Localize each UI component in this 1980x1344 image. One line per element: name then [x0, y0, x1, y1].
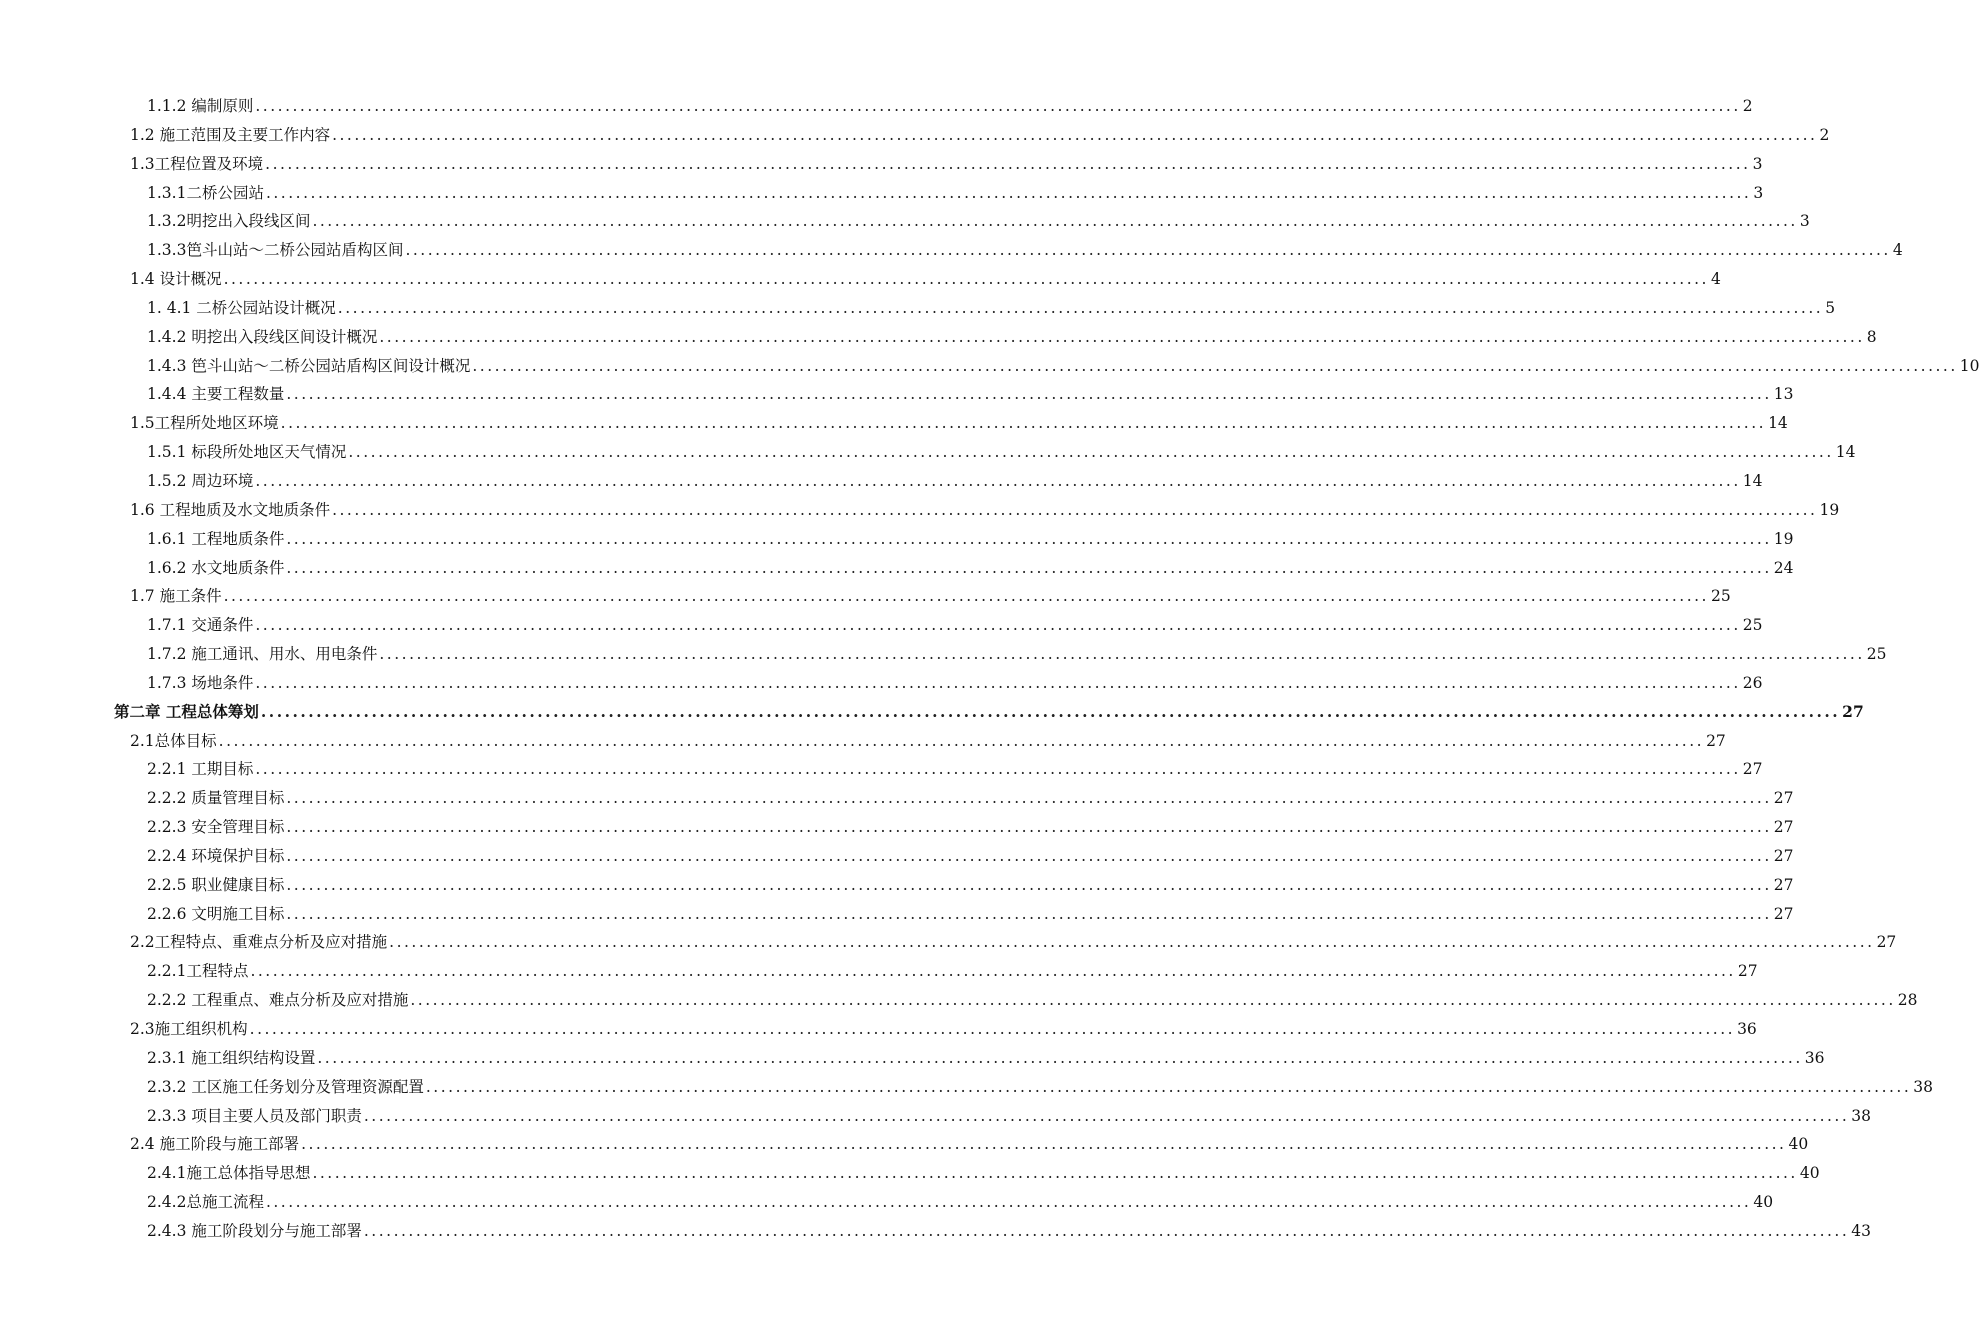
toc-entry[interactable]	[0, 1044, 1825, 1073]
toc-entry-line[interactable]	[147, 813, 1794, 842]
toc-entry-line[interactable]	[147, 467, 1763, 496]
toc-dot-leader: ........................................................................................................................................................................................................	[348, 443, 1834, 462]
toc-page-number: 25	[1866, 645, 1887, 664]
toc-dot-leader: ........................................................................................................................................................................................................	[472, 356, 1958, 375]
toc-page-number: 8	[1866, 327, 1877, 346]
toc-dot-leader: ........................................................................................................................................................................................................	[332, 125, 1818, 144]
toc-dot-leader: ........................................................................................................................................................................................................	[265, 154, 1751, 173]
toc-dot-leader: ........................................................................................................................................................................................................	[265, 1193, 1752, 1212]
toc-entry[interactable]	[0, 150, 1763, 179]
toc-entry[interactable]	[0, 525, 1794, 554]
toc-page-number: 27	[1773, 846, 1794, 865]
toc-dot-leader: ........................................................................................................................................................................................................	[223, 587, 1709, 606]
toc-dot-leader: ........................................................................................................................................................................................................	[363, 1221, 1850, 1240]
toc-dot-leader: ........................................................................................................................................................................................................	[379, 645, 1865, 664]
toc-dot-leader: ........................................................................................................................................................................................................	[255, 471, 1741, 490]
toc-entry-label: 2.3.2 工区施工任务划分及管理资源配置	[147, 1077, 424, 1096]
toc-entry[interactable]	[0, 352, 1980, 381]
toc-entry-label: 2.3.3 项目主要人员及部门职责	[147, 1106, 362, 1125]
toc-entry[interactable]	[0, 842, 1794, 871]
toc-entry[interactable]	[0, 438, 1856, 467]
toc-entry-line[interactable]	[147, 554, 1794, 583]
toc-dot-leader: ........................................................................................................................................................................................................	[301, 1135, 1787, 1154]
toc-entry-line[interactable]	[130, 1130, 1809, 1159]
toc-entry[interactable]	[0, 1015, 1757, 1044]
toc-entry-label: 1.7.2 施工通讯、用水、用电条件	[147, 645, 378, 664]
toc-page-number: 25	[1742, 616, 1763, 635]
toc-dot-leader: ........................................................................................................................................................................................................	[255, 673, 1741, 692]
toc-page-number: 40	[1753, 1193, 1774, 1212]
toc-entry-line[interactable]	[130, 582, 1731, 611]
toc-entry[interactable]	[0, 813, 1794, 842]
toc-page-number: 13	[1773, 385, 1794, 404]
toc-page-number: 14	[1742, 471, 1763, 490]
toc-page-number: 27	[1773, 789, 1794, 808]
toc-dot-leader: ........................................................................................................................................................................................................	[280, 414, 1767, 433]
toc-entry[interactable]	[0, 179, 1764, 208]
toc-entry-label: 1.5工程所处地区环境	[130, 414, 279, 433]
toc-page-number: 3	[1753, 183, 1764, 202]
toc-entry-line[interactable]	[147, 438, 1856, 467]
toc-entry-line[interactable]	[147, 380, 1794, 409]
toc-entry-label: 2.3施工组织机构	[130, 1020, 248, 1038]
toc-dot-leader: ........................................................................................................................................................................................................	[425, 1077, 1912, 1096]
toc-entry-line[interactable]	[147, 525, 1794, 554]
toc-entry-line[interactable]	[130, 1015, 1757, 1044]
toc-entry[interactable]	[0, 900, 1794, 929]
toc-entry-label: 1.6 工程地质及水文地质条件	[130, 500, 331, 519]
toc-entry-line[interactable]	[147, 640, 1887, 669]
toc-entry-label: 1.5.2 周边环境	[147, 471, 254, 490]
toc-page-number: 27	[1876, 933, 1897, 952]
table-of-contents	[0, 92, 1980, 1246]
toc-entry-label: 1.3.1二桥公园站	[147, 183, 264, 202]
toc-page-number: 38	[1851, 1106, 1872, 1125]
toc-entry-line[interactable]	[130, 727, 1726, 756]
toc-dot-leader: ........................................................................................................................................................................................................	[286, 904, 1772, 923]
toc-dot-leader: ........................................................................................................................................................................................................	[332, 500, 1818, 519]
toc-page-number: 27	[1773, 818, 1794, 837]
toc-entry[interactable]	[0, 698, 1864, 727]
toc-dot-leader: ........................................................................................................................................................................................................	[218, 731, 1705, 750]
toc-page-number: 27	[1706, 731, 1726, 750]
toc-page-number: 2	[1819, 125, 1830, 144]
toc-page-number: 24	[1773, 558, 1794, 577]
toc-entry[interactable]	[0, 1073, 1934, 1102]
toc-entry[interactable]	[0, 1102, 1872, 1131]
toc-entry-label: 2.4.3 施工阶段划分与施工部署	[147, 1221, 362, 1240]
toc-page-number: 40	[1799, 1164, 1820, 1183]
toc-dot-leader: ........................................................................................................................................................................................................	[250, 962, 1736, 981]
toc-dot-leader: ........................................................................................................................................................................................................	[317, 1048, 1803, 1067]
toc-entry-line[interactable]	[130, 150, 1763, 179]
toc-entry[interactable]	[0, 1217, 1872, 1246]
toc-entry[interactable]	[0, 496, 1840, 525]
toc-entry-label: 1.6.1 工程地质条件	[147, 529, 285, 548]
toc-dot-leader: ........................................................................................................................................................................................................	[286, 846, 1772, 865]
toc-dot-leader: ........................................................................................................................................................................................................	[260, 701, 1841, 721]
toc-dot-leader: ........................................................................................................................................................................................................	[389, 933, 1875, 952]
toc-entry[interactable]	[0, 784, 1794, 813]
toc-entry-label: 1.4 设计概况	[130, 270, 222, 289]
toc-entry[interactable]	[0, 611, 1763, 640]
toc-entry-line[interactable]	[130, 265, 1721, 294]
toc-page-number: 27	[1737, 962, 1758, 981]
toc-page-number: 28	[1897, 991, 1918, 1010]
toc-dot-leader: ........................................................................................................................................................................................................	[286, 529, 1772, 548]
toc-page-number: 27	[1773, 904, 1794, 923]
toc-entry-line[interactable]	[147, 179, 1764, 208]
toc-entry-label: 2.2.2 质量管理目标	[147, 789, 285, 808]
toc-entry-label: 2.3.1 施工组织结构设置	[147, 1048, 316, 1067]
toc-page-number: 25	[1710, 587, 1731, 606]
toc-dot-leader: ........................................................................................................................................................................................................	[363, 1106, 1850, 1125]
toc-entry[interactable]	[0, 294, 1836, 323]
toc-entry-label: 2.2工程特点、重难点分析及应对措施	[130, 933, 388, 952]
toc-entry-label: 1.3工程位置及环境	[130, 154, 264, 173]
toc-entry-label: 2.4 施工阶段与施工部署	[130, 1135, 300, 1154]
toc-entry-label: 1.5.1 标段所处地区天气情况	[147, 443, 347, 462]
toc-entry[interactable]	[0, 928, 1897, 957]
toc-entry-label: 1.6.2 水文地质条件	[147, 558, 285, 577]
toc-entry-label: 1.7 施工条件	[130, 587, 222, 606]
toc-entry[interactable]	[0, 92, 1753, 121]
toc-entry-label: 2.2.2 工程重点、难点分析及应对措施	[147, 991, 409, 1010]
toc-entry[interactable]	[0, 323, 1877, 352]
toc-entry-label: 1.7.3 场地条件	[147, 673, 254, 692]
toc-entry[interactable]	[0, 669, 1763, 698]
toc-page-number: 36	[1737, 1020, 1757, 1038]
toc-page-number: 27	[1742, 760, 1763, 779]
toc-entry-label: 1.4.3 笆斗山站～二桥公园站盾构区间设计概况	[147, 356, 471, 375]
toc-entry-line[interactable]	[147, 1188, 1774, 1217]
toc-entry[interactable]	[0, 1159, 1820, 1188]
toc-entry-line[interactable]	[147, 842, 1794, 871]
toc-dot-leader: ........................................................................................................................................................................................................	[265, 183, 1752, 202]
toc-entry-line[interactable]	[130, 409, 1788, 438]
toc-page-number: 2	[1742, 97, 1753, 115]
toc-page-number: 26	[1742, 673, 1763, 692]
toc-entry-line[interactable]	[130, 496, 1840, 525]
toc-page-number: 3	[1799, 212, 1810, 231]
toc-page-number: 14	[1835, 443, 1856, 462]
toc-page-number: 36	[1804, 1048, 1825, 1067]
toc-entry-label: 2.2.4 环境保护目标	[147, 846, 285, 865]
toc-entry[interactable]	[0, 409, 1788, 438]
toc-entry-line[interactable]	[147, 1044, 1825, 1073]
toc-entry[interactable]	[0, 582, 1731, 611]
toc-entry[interactable]	[0, 236, 1903, 265]
toc-entry-label: 2.2.1 工期目标	[147, 760, 254, 779]
toc-entry[interactable]	[0, 554, 1794, 583]
toc-dot-leader: ........................................................................................................................................................................................................	[286, 818, 1772, 837]
toc-entry-label: 2.1总体目标	[130, 731, 217, 750]
toc-entry-label: 2.2.3 安全管理目标	[147, 818, 285, 837]
toc-entry-label: 1.4.2 明挖出入段线区间设计概况	[147, 327, 378, 346]
toc-entry[interactable]	[0, 1130, 1809, 1159]
toc-entry[interactable]	[0, 207, 1810, 236]
toc-page-number: 14	[1768, 414, 1788, 433]
toc-entry[interactable]	[0, 1188, 1774, 1217]
toc-entry[interactable]	[0, 755, 1763, 784]
toc-page-number: 19	[1773, 529, 1794, 548]
toc-entry-line[interactable]	[147, 1102, 1872, 1131]
toc-dot-leader: ........................................................................................................................................................................................................	[286, 789, 1772, 808]
toc-entry-line[interactable]	[147, 755, 1763, 784]
toc-entry-line[interactable]	[147, 207, 1810, 236]
toc-page-number: 43	[1851, 1221, 1872, 1240]
toc-page-number: 27	[1842, 701, 1864, 721]
toc-page-number: 4	[1892, 241, 1903, 260]
toc-entry-line[interactable]	[147, 611, 1763, 640]
toc-dot-leader: ........................................................................................................................................................................................................	[337, 298, 1824, 317]
toc-entry-label: 第二章 工程总体筹划	[114, 701, 259, 721]
toc-entry-line[interactable]	[130, 928, 1897, 957]
toc-dot-leader: ........................................................................................................................................................................................................	[405, 241, 1891, 260]
toc-page-number: 4	[1710, 270, 1721, 289]
toc-entry-label: 1.7.1 交通条件	[147, 616, 254, 635]
toc-entry-line[interactable]	[147, 957, 1758, 986]
toc-dot-leader: ........................................................................................................................................................................................................	[286, 875, 1772, 894]
toc-page-number: 40	[1788, 1135, 1809, 1154]
toc-entry-label: 1.3.3笆斗山站～二桥公园站盾构区间	[147, 241, 404, 260]
toc-entry-line[interactable]	[147, 1159, 1820, 1188]
toc-dot-leader: ........................................................................................................................................................................................................	[255, 97, 1741, 115]
toc-entry-line[interactable]	[147, 294, 1836, 323]
toc-dot-leader: ........................................................................................................................................................................................................	[286, 385, 1772, 404]
toc-entry[interactable]	[0, 467, 1763, 496]
toc-entry-label: 2.2.6 文明施工目标	[147, 904, 285, 923]
toc-dot-leader: ........................................................................................................................................................................................................	[223, 270, 1709, 289]
toc-entry[interactable]	[0, 640, 1887, 669]
toc-entry-label: 1.3.2明挖出入段线区间	[147, 212, 311, 231]
toc-entry-line[interactable]	[147, 352, 1980, 381]
toc-entry[interactable]	[0, 871, 1794, 900]
toc-entry[interactable]	[0, 986, 1918, 1015]
toc-dot-leader: ........................................................................................................................................................................................................	[312, 1164, 1798, 1183]
toc-entry-line[interactable]	[114, 698, 1864, 727]
toc-entry-label: 1.4.4 主要工程数量	[147, 385, 285, 404]
toc-dot-leader: ........................................................................................................................................................................................................	[410, 991, 1896, 1010]
toc-dot-leader: ........................................................................................................................................................................................................	[286, 558, 1772, 577]
toc-entry-label: 2.2.5 职业健康目标	[147, 875, 285, 894]
toc-entry-line[interactable]	[147, 323, 1877, 352]
toc-entry-line[interactable]	[147, 986, 1918, 1015]
toc-entry-line[interactable]	[147, 900, 1794, 929]
toc-page-number: 5	[1825, 298, 1836, 317]
toc-entry[interactable]	[0, 265, 1721, 294]
toc-entry[interactable]	[0, 957, 1758, 986]
toc-dot-leader: ........................................................................................................................................................................................................	[379, 327, 1865, 346]
toc-page-number: 38	[1913, 1077, 1934, 1096]
toc-entry[interactable]	[0, 727, 1726, 756]
toc-dot-leader: ........................................................................................................................................................................................................	[249, 1020, 1736, 1038]
toc-entry[interactable]	[0, 121, 1830, 150]
toc-page-number: 19	[1819, 500, 1840, 519]
toc-dot-leader: ........................................................................................................................................................................................................	[255, 616, 1741, 635]
toc-entry-label: 1.2 施工范围及主要工作内容	[130, 125, 331, 144]
toc-entry-line[interactable]	[147, 92, 1753, 121]
toc-page-number: 3	[1752, 154, 1763, 173]
toc-entry[interactable]	[0, 380, 1794, 409]
toc-entry-label: 2.2.1工程特点	[147, 962, 249, 981]
toc-dot-leader: ........................................................................................................................................................................................................	[255, 760, 1741, 779]
toc-entry-label: 1.1.2 编制原则	[147, 97, 254, 115]
toc-entry-line[interactable]	[147, 669, 1763, 698]
toc-dot-leader: ........................................................................................................................................................................................................	[312, 212, 1798, 231]
toc-page-number: 10	[1959, 356, 1980, 375]
toc-entry-line[interactable]	[147, 871, 1794, 900]
toc-entry-label: 2.4.2总施工流程	[147, 1193, 264, 1212]
toc-entry-label: 2.4.1施工总体指导思想	[147, 1164, 311, 1183]
toc-page-number: 27	[1773, 875, 1794, 894]
toc-entry-line[interactable]	[147, 236, 1903, 265]
toc-entry-label: 1. 4.1 二桥公园站设计概况	[147, 298, 336, 317]
toc-entry-line[interactable]	[147, 784, 1794, 813]
toc-entry-line[interactable]	[147, 1217, 1872, 1246]
toc-entry-line[interactable]	[130, 121, 1830, 150]
toc-entry-line[interactable]	[147, 1073, 1934, 1102]
